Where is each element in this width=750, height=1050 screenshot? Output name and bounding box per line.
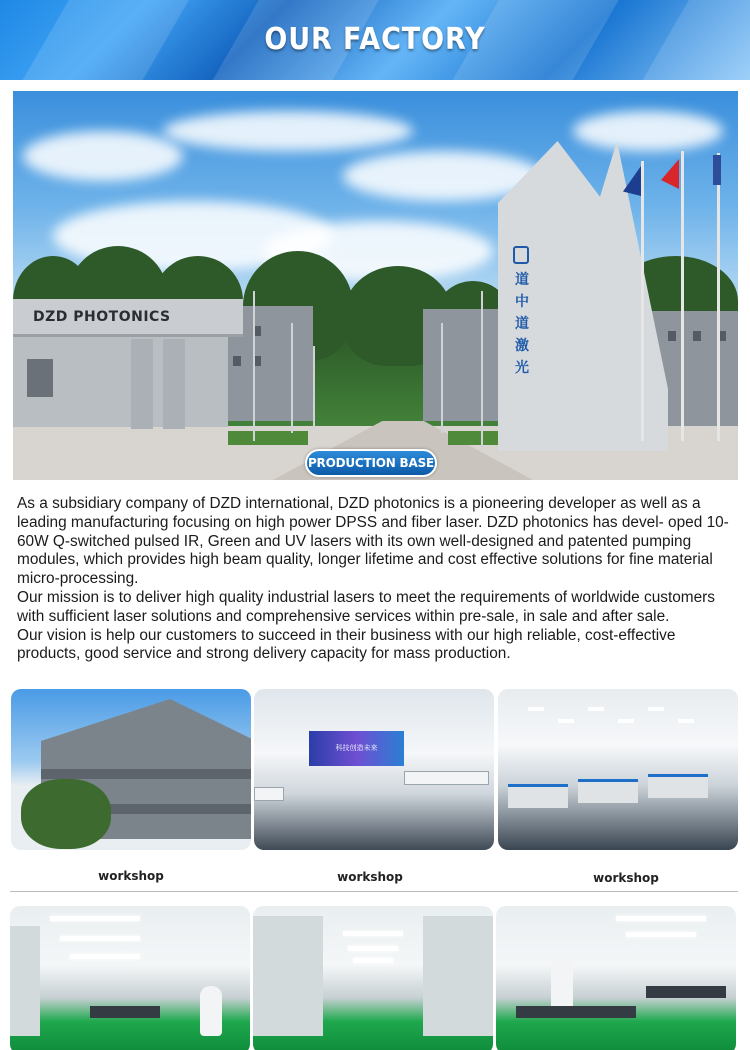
workshop-photo-office [498,689,738,850]
flag-icon [713,155,721,185]
flag-icon [661,159,679,189]
lobby-screen [309,731,404,766]
gate-sign: DZD PHOTONICS [33,309,171,325]
page-title: OUR FACTORY [264,22,486,57]
description-paragraph: Our mission is to deliver high quality industrial lasers to meet the requirements of worldwide customers with sufficient laser solutions and comprehensive services within pre-sale, in sale and after sale. [17,588,716,625]
cleanroom-photo [253,906,493,1050]
cleanroom-photo [10,906,250,1050]
tower-sign: 道中道激光 [515,272,529,376]
factory-hero-image [13,91,738,480]
header-banner [0,0,750,80]
production-base-label: PRODUCTION BASE [305,449,437,477]
photo-caption: workshop [337,870,403,884]
section-divider [10,891,738,892]
workshop-photo-building [11,689,251,850]
description-paragraph: Our vision is help our customers to succeed in their business with our high reliable, cost-effective products, good service and strong delivery capacity for mass production. [17,626,676,663]
gatehouse [13,299,228,427]
description-paragraph: As a subsidiary company of DZD international, DZD photonics is a pioneering developer as well as a leading manufacturing focusing on high power DPSS and fiber laser. DZD photonics has devel- oped 10-60W Q-switched pulsed IR, Green and UV lasers with its own well-designed and patented pumping modules, which provides high beam quality, longer lifetime and cost effective solutions for fine material micro-processing. [17,495,729,588]
screen-text: 科技创造未来 [335,744,378,752]
flag-icon [623,166,641,196]
company-description [17,495,732,664]
photo-caption: workshop [98,869,164,883]
company-logo-icon [513,246,529,264]
photo-caption: workshop [593,871,659,885]
workshop-photo-lobby [254,689,494,850]
cleanroom-photo [496,906,736,1050]
